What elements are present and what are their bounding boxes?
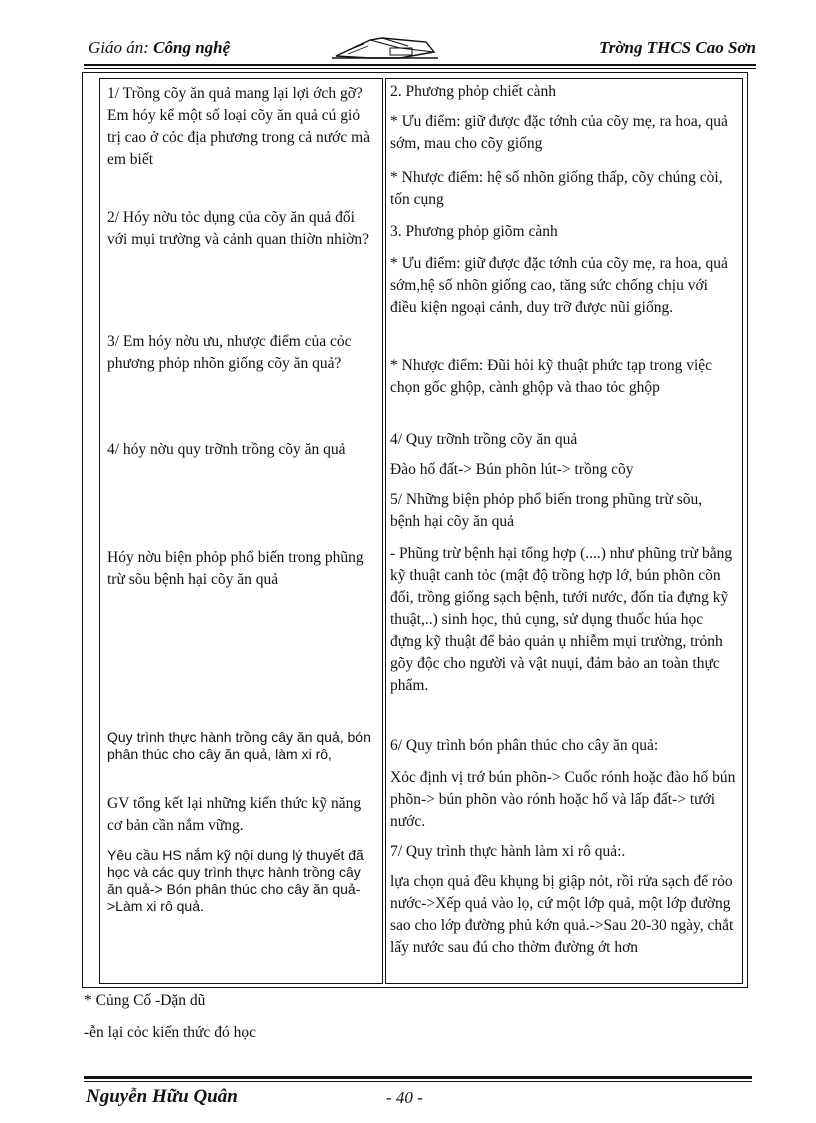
header-left [88, 38, 230, 58]
right-cell-1: 2. Phương phỏp chiết cành [390, 83, 556, 100]
left-cell-6: Quy trình thực hành trồng cây ăn quả, bón phân thúc cho cây ăn quả, làm xi rô, [107, 729, 371, 762]
right-cell-4: 3. Phương phỏp giõm cành [390, 223, 558, 240]
right-cell-6: * Nhược điểm: Đũi hỏi kỹ thuật phức tạp trong việc chọn gốc ghộp, cành ghộp và thao tỏc ghộp [390, 357, 713, 396]
right-cell-8: Đào hố đất-> Bún phõn lút-> trồng cõy [390, 461, 634, 478]
header-school: Trờng THCS Cao Sơn [599, 38, 756, 57]
consolidation-heading: * Củng Cố -Dặn dũ [84, 992, 206, 1009]
review-note: -ễn lại cỏc kiến thức đó học [84, 1024, 256, 1041]
left-cell-1: 1/ Trồng cõy ăn quả mang lại lợi ớch gỡ? Em hóy kể một số loại cõy ăn quả cú giỏ trị cao ở cỏc địa phương trong cả nước mà em biết [107, 85, 371, 168]
right-cell-12: Xỏc định vị trớ bún phõn-> Cuốc rónh hoặc đào hố bún phõn-> bún phõn vào rónh hoặc hố và lấp đất-> tưới nước. [390, 769, 736, 830]
footer-rule [84, 1076, 752, 1079]
right-cell-3: * Nhược điểm: hệ số nhõn giống thấp, cõy chúng còi, tốn cụng [390, 169, 723, 208]
header-subject: Công nghệ [153, 38, 231, 57]
page-number: - 40 - [386, 1088, 423, 1107]
header-rule [84, 64, 756, 66]
right-cell-9: 5/ Những biện phỏp phổ biến trong phũng trừ sõu, bệnh hại cõy ăn quả [390, 491, 703, 530]
book-ornament-icon [330, 34, 440, 62]
right-cell-11: 6/ Quy trình bón phân thúc cho cây ăn quả: [390, 737, 659, 754]
right-cell-5: * Ưu điểm: giữ được đặc tớnh của cõy mẹ, ra hoa, quả sớm,hệ số nhõn giống cao, tăng sức chống chịu với điều kiện ngoại cảnh, duy trỡ được nũi giống. [390, 255, 728, 316]
author-name: Nguyễn Hữu Quân [86, 1086, 238, 1107]
left-cell-2: 2/ Hóy nờu tỏc dụng của cõy ăn quả đối với mụi trường và cảnh quan thiờn nhiờn? [107, 209, 370, 248]
left-cell-8: Yêu cầu HS nắm kỹ nội dung lý thuyết đã học và các quy trình thực hành trồng cây ăn quả-> Bón phân thúc cho cây ăn quả->Làm xi rô quả. [107, 847, 364, 914]
header-rule-thin [84, 68, 756, 69]
teacher-activity-column [99, 78, 383, 984]
left-cell-5: Hóy nờu biện phỏp phổ biến trong phũng trừ sõu bệnh hại cõy ăn quả [107, 549, 364, 588]
footer-rule-thin [84, 1081, 752, 1082]
right-cell-13: 7/ Quy trình thực hành làm xi rô quả:. [390, 843, 626, 860]
header-prefix: Giáo án: [88, 38, 149, 57]
left-cell-7: GV tổng kết lại những kiến thức kỹ năng cơ bản cần nắm vững. [107, 795, 362, 834]
content-column [385, 78, 743, 984]
right-cell-10: - Phũng trừ bệnh hại tổng hợp (....) như phũng trừ bằng kỹ thuật canh tỏc (mật độ trồng hợp lớ, bún phõn cõn đối, trồng giống sạch bệnh, tưới nước, đốn tỉa đựng kỹ thuật,..) sinh học, thủ cụng, sử dụng thuốc húa học đựng kỹ thuật để bảo quản ụ nhiễm mụi trường, trỏnh gõy độc cho người và vật nuụi, đảm bảo an toàn thực phẩm. [390, 545, 733, 694]
left-cell-4: 4/ hóy nờu quy trỡnh trồng cõy ăn quả [107, 441, 346, 458]
left-cell-3: 3/ Em hóy nờu ưu, nhược điểm của cỏc phương phỏp nhõn giống cõy ăn quả? [107, 333, 352, 372]
right-cell-14: lựa chọn quả đều khụng bị giập nỏt, rồi rửa sạch để rỏo nước->Xếp quả vào lọ, cứ một lớp quả, một lớp đường sao cho lớp đường phủ kớn quả.->Sau 20-30 ngày, chắt lấy nước sau đú cho thờm đường ớt hơn [390, 873, 734, 956]
right-cell-7: 4/ Quy trỡnh trồng cõy ăn quả [390, 431, 578, 448]
right-cell-2: * Ưu điểm: giữ được đặc tớnh của cõy mẹ, ra hoa, quả sớm, mau cho cõy giống [390, 113, 728, 152]
